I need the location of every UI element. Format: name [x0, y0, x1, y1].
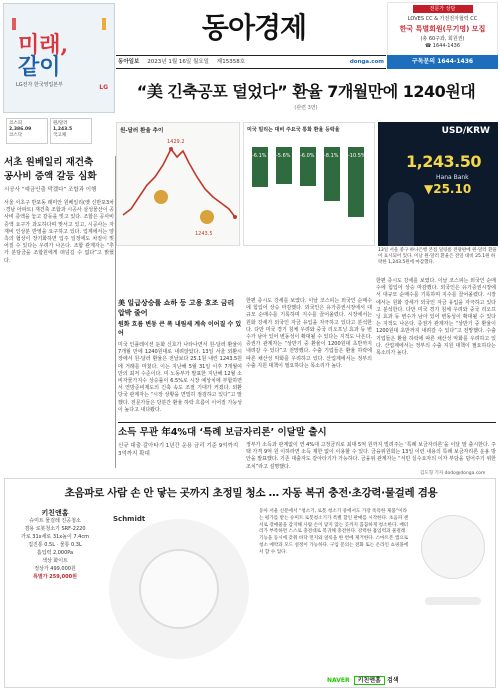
article-sub: 원화 흐름 변동 큰 폭 내림세 계속 이어질 수 있어	[118, 321, 242, 337]
article-mid	[118, 298, 242, 413]
spec-line: 슈미트 물걸레 진공청소	[29, 518, 81, 524]
article-body: 미국 인플레이션 둔화 신호가 나타나면서 원-달러 환율이 7개월 만에 1240원대로 내려앉았다. 13일 서울 외환시장에서 원-달러 환율은 전날보다 25.1원 내린 1243.5원에 거래를 마쳤다. 이는 지난해 5월 31일 이후 7개월여 만의 최저 수준이다. 미 노동부가 발표한 지난해 12월 소비자물가지수 상승률이 6.5%로 시장 예상치에 부합하면서 연방준비제도의 긴축 속도 조절 기대가 커졌다. 외환 당국 관계자는 “시장 상황을 면밀히 점검하고 있다”고 말했다. 전문가들은 당분간 환율 하락 흐름이 이어질 가능성이 높다고 내다봤다.	[118, 342, 242, 413]
vacuum-advertisement[interactable]	[4, 478, 496, 688]
search-label: 검색	[387, 677, 399, 684]
chart-graphic	[244, 137, 374, 237]
ad-title-line2: 같이	[18, 54, 61, 80]
search-keyword: 키친앤홈	[354, 676, 385, 685]
spec-line: 흡입력 2,000Pa	[36, 550, 74, 556]
bar-label: -6.0%	[300, 153, 315, 159]
ad-title-line1: 미래,	[18, 32, 69, 58]
ad-tag: 전문가 상담	[413, 5, 473, 13]
section-divider	[118, 422, 496, 423]
market-box	[6, 118, 48, 144]
article-body: 정부가 소득과 관계없이 연 4%대 고정금리로 최대 5억 원까지 빌려주는 ‘특례 보금자리론’을 이달 말 출시한다. 주택 가격 9억 원 이하라면 소득 제한 없이 이용할 수 있다. 금융위원회는 13일 이런 내용의 특례 보금자리론 운용 방안을 발표했다. 기존 대출자도 갈아타기가 가능하다. 금융위 관계자는 “서민 실수요자의 이자 부담을 덜어주기 위한 조치”라고 설명했다.	[246, 442, 496, 470]
currency-change-chart	[243, 122, 375, 246]
article-headline[interactable]: 소득 무관 年4%대 ‘특례 보금자리론’ 이달말 출시	[118, 427, 327, 438]
market-value: 2,386.09	[9, 127, 32, 132]
market-label: 코스피	[9, 121, 23, 126]
related-page-note: (관련 3면)	[294, 105, 318, 111]
vacuum-side-icon	[421, 515, 485, 579]
publish-date: 2023년 1월 16일 월요일	[147, 59, 209, 65]
chart-graphic	[117, 137, 239, 237]
dealing-room-photo	[378, 122, 498, 246]
ad-phone: ☎ 1644-1436	[424, 43, 461, 49]
ad-accent-bar	[102, 18, 106, 30]
newspaper-logo[interactable]: 동아경제	[201, 11, 307, 44]
spec-line: 정상가 499,000원	[34, 566, 76, 572]
article-sub: 신규 대출·갈아타기 1년간 운용 금리 기준 9억까지 3억까지 확대	[118, 443, 239, 457]
rate-line	[123, 149, 235, 217]
chart-title: 원-달러 환율 추이	[120, 128, 164, 134]
last-label: 1243.5	[195, 231, 213, 237]
usd-krw-label: USD/KRW	[441, 126, 490, 136]
bar-label: -8.1%	[324, 153, 339, 159]
spec-line: 가로 31x세로 31x높이 7.4cm	[21, 534, 89, 540]
peak-point	[169, 147, 173, 151]
lg-logo: LG	[99, 84, 108, 91]
photo-caption: 13일 서울 중구 하나은행 본점 딜링룸 전광판에 원-달러 환율이 표시되어 있다. 이날 원-달러 환율은 전일 대비 25.1원 하락한 1,243.5원에 마감했다.	[378, 248, 497, 265]
article-headline[interactable]: 공사비 증액 갈등 심화	[4, 171, 97, 182]
remote-control-icon	[425, 597, 481, 605]
dealer-figure	[388, 192, 414, 246]
spec-line: 겸용 로봇청소기 SRF-2220	[24, 526, 86, 532]
chart-title: 미국 밀리는 대비 주요국 통화 환율 등락율	[247, 127, 340, 133]
subscription-phone-bar[interactable]	[387, 55, 498, 69]
exchange-rate-chart	[116, 122, 240, 246]
usd-krw-delta: ▼25.10	[424, 182, 472, 196]
ad-line: (총 60구좌, 회원권)	[420, 36, 465, 42]
search-provider: NAVER	[327, 677, 350, 684]
column-divider	[115, 156, 116, 468]
market-box	[50, 118, 92, 144]
article-kicker: 시공사 “예금인출 막겠다” 조합과 이행	[4, 187, 97, 193]
article-loan	[118, 426, 496, 440]
coin-icon	[154, 190, 168, 204]
paper-name: 동아일보	[118, 59, 140, 65]
market-value: 1,243.5	[53, 127, 73, 132]
dateline	[116, 55, 386, 69]
issue-number: 제15358호	[216, 59, 246, 65]
lead-headline-block	[116, 80, 496, 118]
coin-icon	[200, 210, 214, 224]
ad-line: LOVES CC & 가전전자협력 CC	[407, 16, 478, 22]
bank-name: Hana Bank	[436, 174, 469, 181]
spec-line: 색상 화이트	[42, 558, 68, 564]
spacer	[6, 146, 92, 150]
market-label: 국고채	[53, 133, 67, 138]
graphics-row	[116, 122, 498, 246]
product-brand: Schmidt	[113, 515, 146, 523]
ad-product-photo	[415, 507, 493, 677]
article-body: 서울 서초구 반포동 래미안 원베일리(옛 신반포3차·경남 아파트) 재건축 조합과 시공사 삼성물산이 공사비 증액을 놓고 갈등을 빚고 있다. 조합은 공사비 증액 요구가 과도하다며 맞서고 있고, 시공사는 자재비 인상분 반영을 요구하고 있다. 업계에서는 양측의 협상이 장기화하면 입주 일정에도 차질이 빚어질 수 있다는 우려가 나온다. 조합 관계자는 “추가 분담금을 조합원에게 떠넘길 수 없다”고 밝혔다.	[4, 200, 114, 264]
usd-krw-value: 1,243.50	[406, 152, 481, 171]
contact-phone: 1644-1436	[437, 58, 474, 65]
bar-label: -6.1%	[252, 153, 267, 159]
bar-label: -5.6%	[276, 153, 291, 159]
spec-price: 특별가 259,000원	[33, 574, 77, 580]
left-advertisement[interactable]	[3, 3, 115, 113]
market-label: 원/달러	[53, 121, 68, 126]
ad-body: 동아 서울 신문에서 “청소기, 로봇 청소기 중에서도 가장 똑똑한 제품”이라는 평가를 받는 슈미트 로봇청소기가 특별 할인 판매를 시작한다. 초음파 센서로 장애물을 감지해 사람 손이 닿지 않는 곳까지 꼼꼼하게 청소한다. 배터리가 부족하면 스스로 충전대로 복귀해 충전한다. 강력한 흡입력과 물걸레 기능을 동시에 갖춰 바닥 먼지와 얼룩을 한 번에 제거한다. 스마트폰 앱으로 청소 예약과 모드 설정이 가능하다. 구입 문의는 전화 또는 온라인 쇼핑몰에서 할 수 있다.	[259, 509, 409, 555]
reporter-credit: 김도형 기자 dodo@donga.com	[420, 471, 486, 476]
ad-subtitle: LG전자 한국영업본부	[16, 82, 63, 88]
ad-headline: 초음파로 사람 손 안 닿는 곳까지 초정밀 청소 … 자동 복귀 충전·초강력·물걸레 겸용	[64, 487, 438, 499]
article-continued: 한편 증시도 강세를 보였다. 이날 코스피는 외국인 순매수에 힘입어 상승 마감했다. 외국인은 유가증권시장에서 대규모 순매수를 기록하며 지수를 끌어올렸다. 시장에서는 원화 강세가 외국인 자금 유입을 자극하고 있다고 분석한다. 다만 미국 경기 침체 우려와 중국 리오프닝 효과 등 변수가 남아 있어 변동성이 확대될 수 있다는 지적도 나온다. 증권가 관계자는 “상반기 중 환율이 1200원대 초반까지 내려갈 수 있다”고 전망했다. 수출 기업들은 환율 하락에 따른 채산성 악화를 우려하고 있다. 산업계에서는 정부의 수출 지원 대책이 필요하다는 목소리가 높다.	[246, 298, 372, 369]
bar-label: -10.5%	[348, 153, 366, 159]
article-left	[4, 156, 114, 454]
peak-label: 1429.2	[167, 139, 185, 145]
article-lead[interactable]: 美 일급상승률 쇼하 등 고용 호조 금리 압박 줄어	[118, 299, 235, 317]
ad-headline: 한국 특별회원(무기명) 모집	[399, 25, 486, 33]
ad-brand: 키친앤홈	[41, 509, 69, 517]
ad-spec-column	[11, 509, 99, 681]
market-label: 코스닥	[9, 133, 23, 138]
vacuum-top-icon	[139, 549, 219, 629]
article-continued: 한편 증시도 강세를 보였다. 이날 코스피는 외국인 순매수에 힘입어 상승 마감했다. 외국인은 유가증권시장에서 대규모 순매수를 기록하며 지수를 끌어올렸다. 시장에서는 원화 강세가 외국인 자금 유입을 자극하고 있다고 분석한다. 다만 미국 경기 침체 우려와 중국 리오프닝 효과 등 변수가 남아 있어 변동성이 확대될 수 있다는 지적도 나온다. 증권가 관계자는 “상반기 중 환율이 1200원대 초반까지 내려갈 수 있다”고 전망했다. 수출 기업들은 환율 하락에 따른 채산성 악화를 우려하고 있다. 산업계에서는 정부의 수출 지원 대책이 필요하다는 목소리가 높다.	[376, 278, 496, 357]
contact-label: 구독문의	[411, 58, 436, 65]
ad-accent-bar	[12, 18, 16, 30]
last-point	[233, 215, 237, 219]
spec-line: 집진통 0.5L · 물통 0.3L	[28, 542, 82, 548]
lead-headline[interactable]: “美 긴축공포 덜었다” 환율 7개월만에 1240원대	[136, 82, 476, 101]
site-url[interactable]: donga.com	[349, 59, 384, 65]
article-headline[interactable]: 서초 원베일리 재건축	[4, 157, 94, 168]
naver-search-box[interactable]	[327, 675, 399, 684]
